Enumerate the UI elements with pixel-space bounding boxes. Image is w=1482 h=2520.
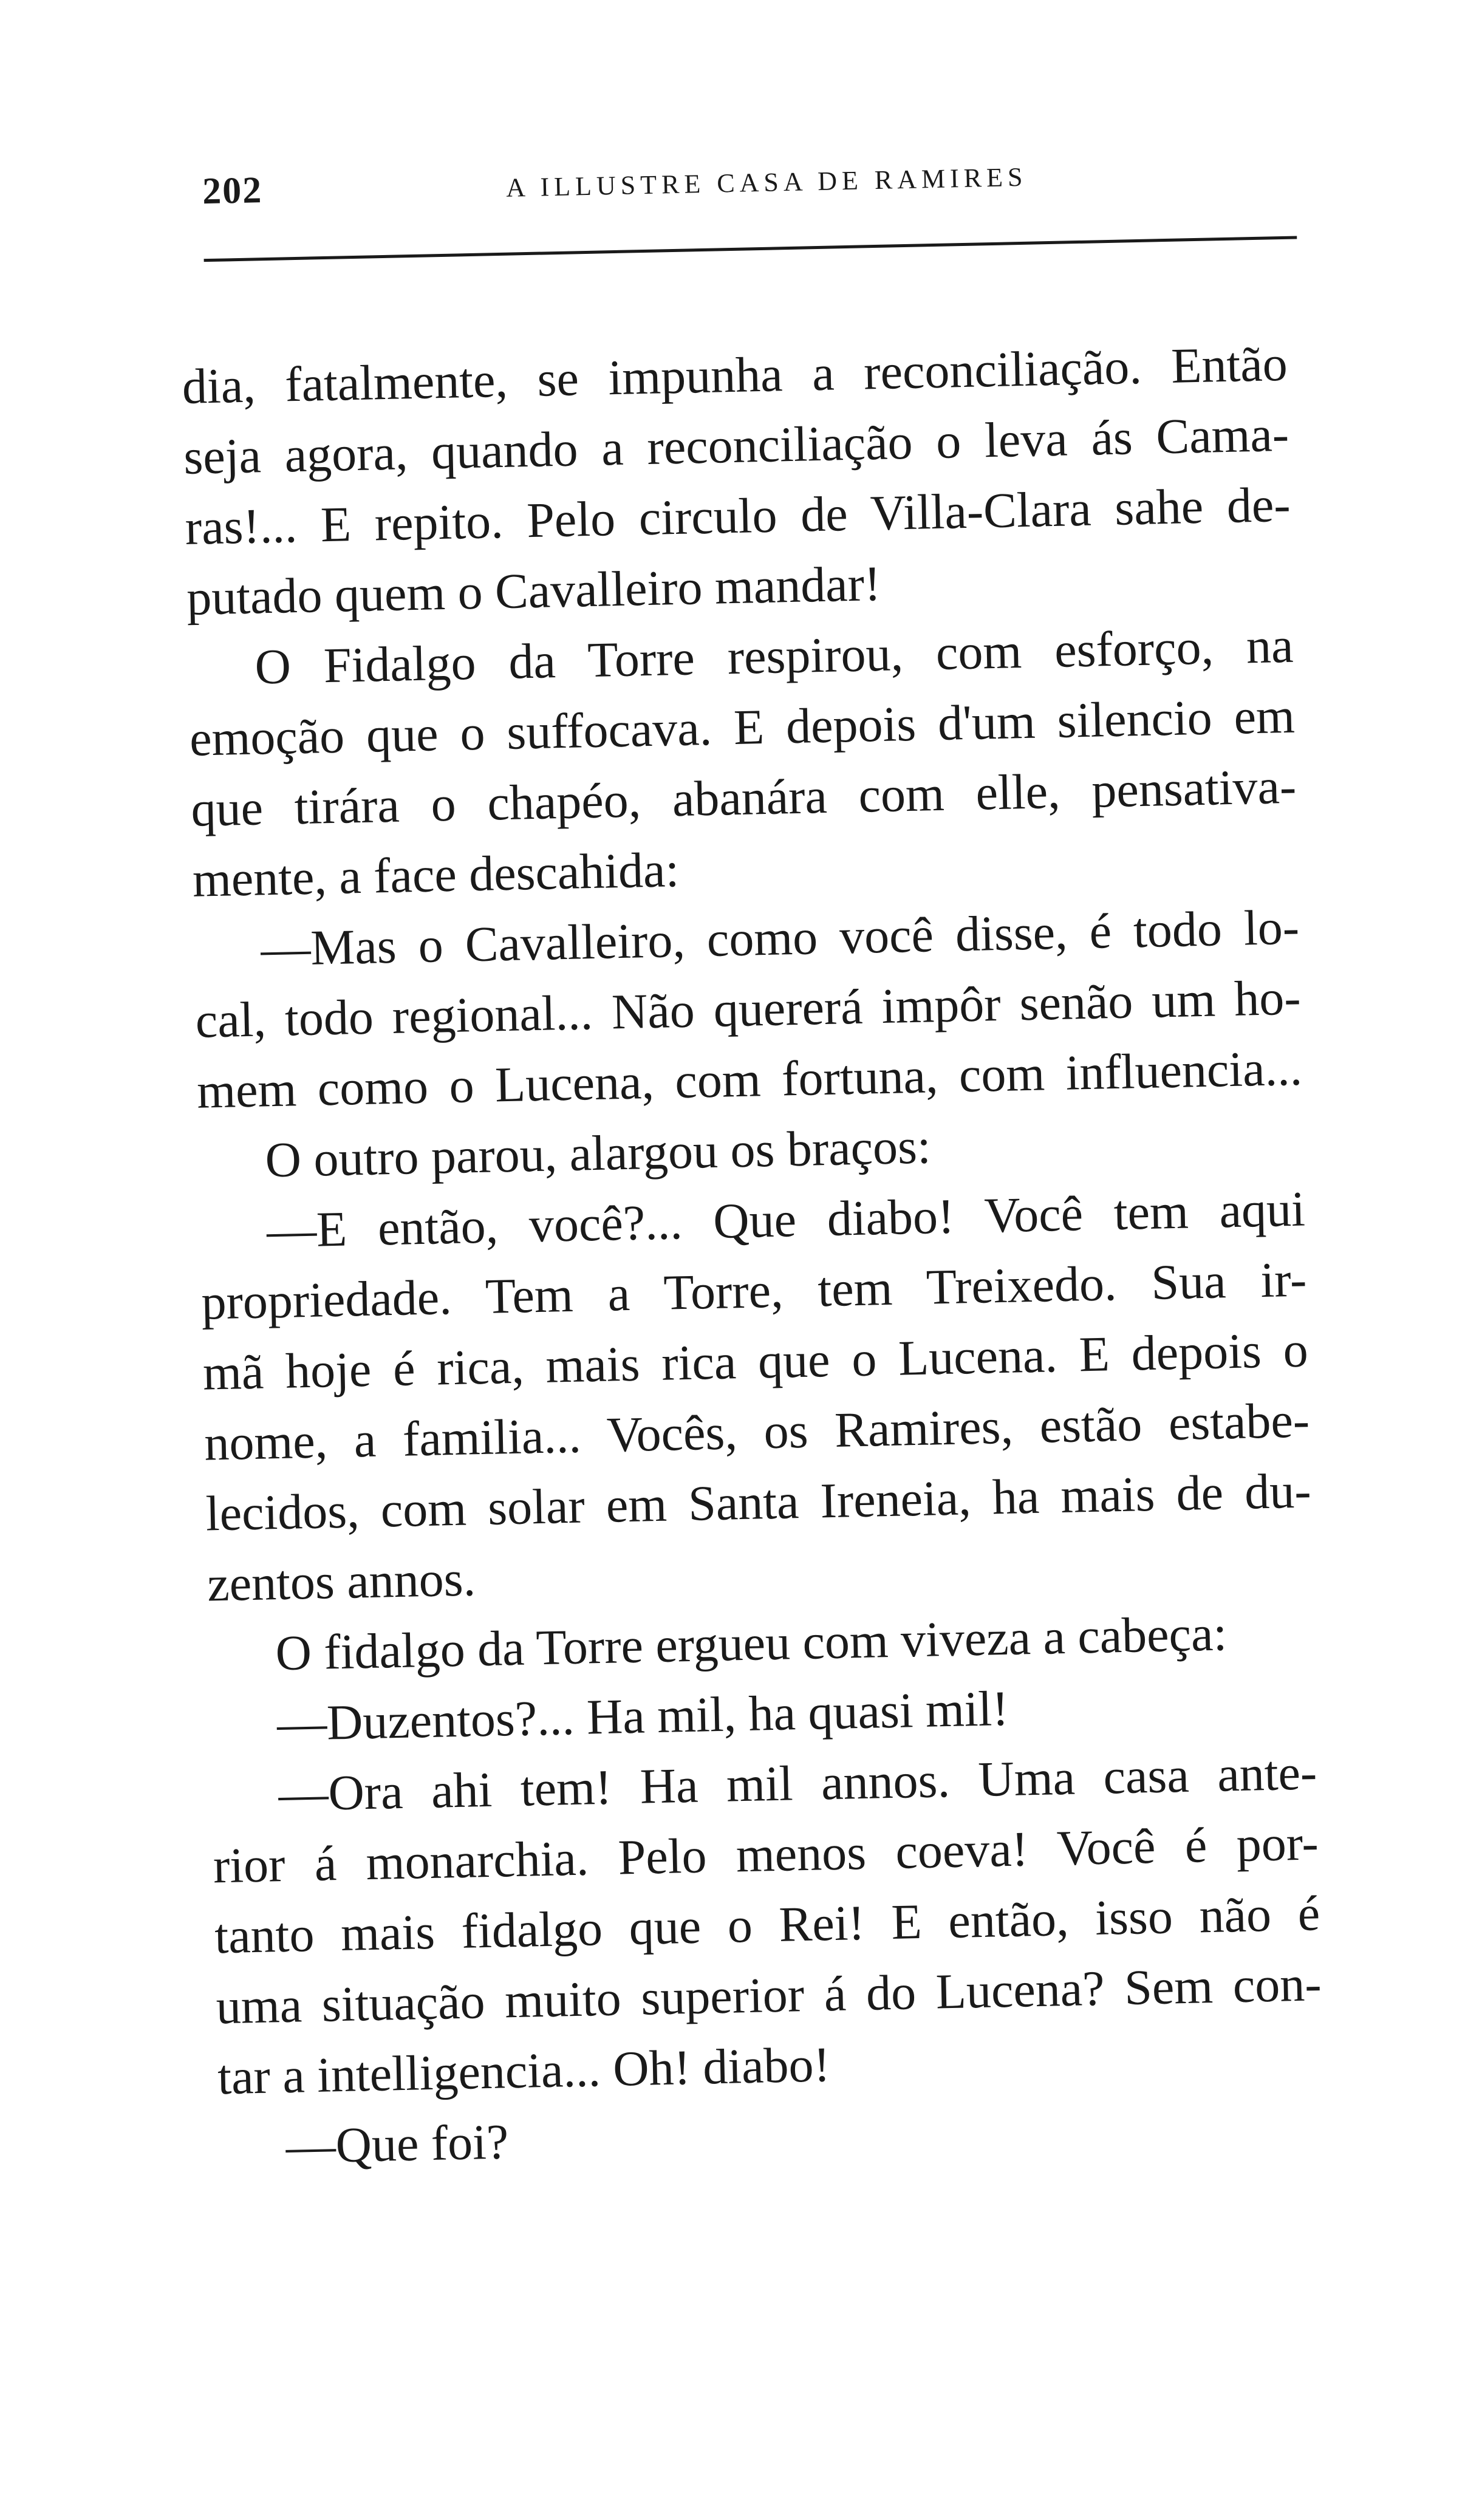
text-line: zentos annos. — [207, 1551, 476, 1612]
text-line: —Mas o Cavalleiro, como você disse, é todo lo- — [260, 899, 1300, 977]
text-line: rior á monarchia. Pelo menos coeva! Você é por- — [213, 1815, 1319, 1894]
text-line: —E então, você?... Que diabo! Você tem aqui — [266, 1181, 1306, 1258]
text-line: cal, todo regional... Não quererá impôr senão um ho- — [194, 969, 1302, 1048]
running-title: A ILLUSTRE CASA DE RAMIRES — [505, 162, 1028, 203]
text-line: nome, a familia... Vocês, os Ramires, estão estabe- — [203, 1392, 1310, 1471]
text-line: putado quem o Cavalleiro mandar! — [186, 555, 882, 626]
text-line: lecidos, com solar em Santa Ireneia, ha mais de du- — [205, 1463, 1312, 1542]
text-line: dia, fatalmente, se impunha a reconciliação. Então — [182, 335, 1288, 414]
text-line: —Duzentos?... Ha mil, ha quasi mil! — [276, 1680, 1009, 1752]
text-line: mã hoje é rica, mais rica que o Lucena. E depois o — [202, 1322, 1309, 1401]
page-number: 202 — [202, 169, 263, 213]
text-line: ras!... E repito. Pelo circulo de Villa-Clara sahe de- — [184, 476, 1291, 555]
text-line: mente, a face descahida: — [192, 842, 680, 907]
text-line: tanto mais fidalgo que o Rei! E então, isso não é — [214, 1885, 1320, 1964]
text-line: seja agora, quando a reconciliação o leva ás Cama- — [183, 406, 1289, 485]
text-line: O Fidalgo da Torre respirou, com esforço, na — [254, 617, 1294, 695]
body-text — [182, 329, 1325, 2183]
text-line: —Que foi? — [285, 2114, 510, 2174]
header-rule — [204, 236, 1297, 262]
text-line: —Ora ahi tem! Ha mil annos. Uma casa ante- — [278, 1744, 1318, 1822]
text-line: que tirára o chapéo, abanára com elle, pensativa- — [190, 758, 1297, 837]
text-line: emoção que o suffocava. E depois d'um silencio em — [189, 688, 1296, 767]
running-head — [202, 152, 1077, 219]
text-line: O outro parou, alargou os braços: — [264, 1118, 932, 1188]
text-line: tar a intelligencia... Oh! diabo! — [217, 2037, 831, 2105]
text-line: uma situação muito superior á do Lucena? Sem con- — [215, 1956, 1322, 2035]
text-line: O fidalgo da Torre ergueu com viveza a cabeça: — [275, 1605, 1228, 1681]
text-line: mem como o Lucena, com fortuna, com influencia... — [196, 1040, 1303, 1119]
text-line: propriedade. Tem a Torre, tem Treixedo. Sua ir- — [200, 1251, 1308, 1330]
